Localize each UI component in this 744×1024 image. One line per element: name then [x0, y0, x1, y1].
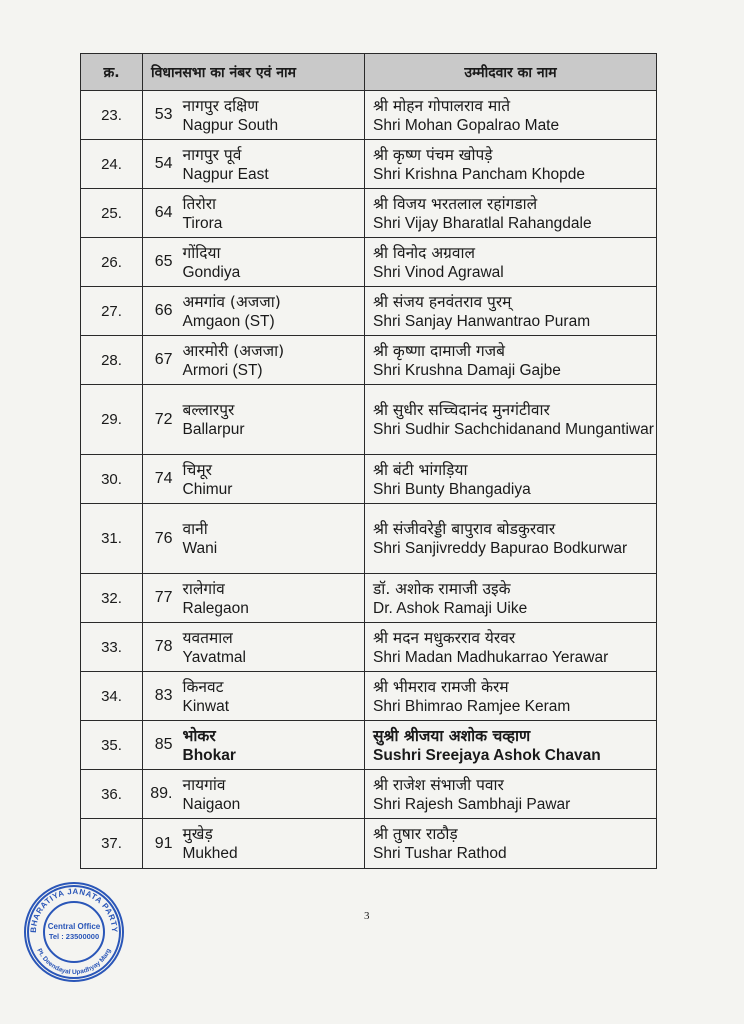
candidate-cell — [365, 385, 657, 455]
candidate-cell — [365, 623, 657, 672]
constituency-cell — [177, 672, 365, 721]
constituency-name-hindi: भोकर — [182, 726, 216, 745]
constituency-name-hindi: अमगांव (अजजा) — [182, 292, 281, 311]
constituency-cell — [177, 287, 365, 336]
constituency-number: 74 — [143, 455, 177, 504]
candidate-cell — [365, 140, 657, 189]
serial-cell: 34. — [81, 672, 143, 721]
candidate-name-hindi: श्री मोहन गोपालराव माते — [373, 96, 511, 115]
table-row — [81, 819, 657, 869]
candidate-name-english: Shri Sudhir Sachchidanand Mungantiwar — [373, 421, 654, 438]
constituency-name-hindi: तिरोरा — [182, 194, 217, 213]
serial-cell: 31. — [81, 504, 143, 574]
table-row — [81, 770, 657, 819]
constituency-number: 53 — [143, 91, 177, 140]
constituency-number: 77 — [143, 574, 177, 623]
serial-cell: 24. — [81, 140, 143, 189]
candidate-name-english: Shri Sanjay Hanwantrao Puram — [373, 312, 591, 330]
candidate-name-hindi: श्री कृष्ण पंचम खोपड़े — [373, 145, 493, 164]
candidate-name-english: Shri Bhimrao Ramjee Keram — [373, 697, 571, 715]
serial-cell: 30. — [81, 455, 143, 504]
candidate-cell — [365, 287, 657, 336]
constituency-name-hindi: वानी — [182, 520, 208, 538]
constituency-name-hindi: रालेगांव — [182, 579, 225, 598]
candidate-name-hindi: श्री बंटी भांगड़िया — [373, 460, 468, 479]
constituency-name-english: Chimur — [182, 480, 233, 498]
candidate-name-hindi: डॉ. अशोक रामाजी उइके — [373, 579, 511, 598]
constituency-cell — [177, 574, 365, 623]
candidate-cell — [365, 238, 657, 287]
constituency-name-hindi: यवतमाल — [182, 628, 233, 647]
table-row — [81, 504, 657, 574]
seal-center-line1: Central Office — [47, 922, 101, 931]
seal-center-line2: Tel : 23500000 — [48, 932, 100, 941]
candidate-name-english: Shri Rajesh Sambhaji Pawar — [373, 795, 571, 813]
candidate-name-english: Shri Mohan Gopalrao Mate — [373, 116, 560, 134]
constituency-name-english: Ralegaon — [182, 599, 249, 617]
header-candidate: उम्मीदवार का नाम — [365, 54, 657, 91]
candidate-name-hindi: श्री सुधीर सच्चिदानंद मुनगंटीवार — [373, 401, 550, 419]
constituency-cell — [177, 455, 365, 504]
candidate-name-hindi: श्री कृष्णा दामाजी गजबे — [373, 341, 506, 360]
candidate-name-english: Shri Bunty Bhangadiya — [373, 480, 531, 498]
constituency-number: 67 — [143, 336, 177, 385]
table-row — [81, 455, 657, 504]
table-row — [81, 623, 657, 672]
constituency-name-hindi: नागपुर दक्षिण — [182, 96, 259, 115]
page-number: 3 — [364, 910, 370, 922]
candidate-name-english: Shri Krushna Damaji Gajbe — [373, 361, 561, 379]
candidate-name-hindi: श्री मदन मधुकरराव येरवर — [373, 628, 516, 647]
serial-cell: 32. — [81, 574, 143, 623]
constituency-number: 91 — [143, 819, 177, 869]
constituency-name-hindi: चिमूर — [182, 460, 212, 479]
serial-cell: 26. — [81, 238, 143, 287]
constituency-name-hindi: आरमोरी (अजजा) — [182, 341, 285, 360]
serial-cell: 37. — [81, 819, 143, 869]
constituency-cell — [177, 238, 365, 287]
constituency-number: 85 — [143, 721, 177, 770]
table-row — [81, 140, 657, 189]
serial-cell: 28. — [81, 336, 143, 385]
table-header-row — [81, 54, 657, 91]
candidate-name-english: Shri Vijay Bharatlal Rahangdale — [373, 214, 592, 232]
constituency-number: 83 — [143, 672, 177, 721]
constituency-name-hindi: नागपुर पूर्व — [182, 145, 242, 164]
candidate-cell — [365, 504, 657, 574]
constituency-number: 78 — [143, 623, 177, 672]
constituency-name-english: Yavatmal — [182, 648, 246, 666]
candidate-cell — [365, 819, 657, 869]
candidate-cell — [365, 336, 657, 385]
candidate-name-english: Shri Vinod Agrawal — [373, 263, 504, 281]
serial-cell: 29. — [81, 385, 143, 455]
table-row — [81, 189, 657, 238]
table-row — [81, 574, 657, 623]
constituency-name-hindi: किनवट — [182, 677, 224, 696]
constituency-cell — [177, 721, 365, 770]
constituency-name-hindi: गोंदिया — [182, 243, 221, 262]
table-row — [81, 91, 657, 140]
constituency-name-english: Amgaon (ST) — [182, 312, 275, 330]
constituency-name-english: Wani — [182, 540, 218, 557]
candidate-cell — [365, 574, 657, 623]
table-row — [81, 336, 657, 385]
constituency-name-english: Tirora — [182, 214, 223, 232]
constituency-cell — [177, 623, 365, 672]
constituency-cell — [177, 385, 365, 455]
constituency-number: 72 — [143, 385, 177, 455]
constituency-cell — [177, 336, 365, 385]
constituency-number: 65 — [143, 238, 177, 287]
candidate-name-hindi: श्री संजीवरेड्डी बापुराव बोडकुरवार — [373, 520, 556, 538]
constituency-name-english: Gondiya — [182, 263, 241, 281]
seal-top-text: BHARATIYA JANATA PARTY — [28, 886, 120, 933]
candidate-cell — [365, 455, 657, 504]
candidate-name-hindi: सुश्री श्रीजया अशोक चव्हाण — [373, 726, 531, 745]
candidate-name-english: Sushri Sreejaya Ashok Chavan — [373, 746, 601, 764]
table-row — [81, 385, 657, 455]
constituency-name-hindi: बल्लारपुर — [182, 401, 235, 419]
candidate-name-hindi: श्री राजेश संभाजी पवार — [373, 775, 504, 794]
constituency-name-english: Nagpur East — [182, 165, 269, 183]
candidate-name-hindi: श्री विनोद अग्रवाल — [373, 243, 476, 262]
constituency-name-english: Nagpur South — [182, 116, 279, 134]
constituency-number: 66 — [143, 287, 177, 336]
constituency-name-english: Armori (ST) — [182, 361, 263, 379]
constituency-number: 76 — [143, 504, 177, 574]
constituency-cell — [177, 91, 365, 140]
header-serial: क्र. — [81, 54, 143, 91]
candidate-table — [80, 53, 657, 869]
constituency-cell — [177, 504, 365, 574]
candidate-name-hindi: श्री तुषार राठौड़ — [373, 825, 458, 843]
constituency-name-english: Mukhed — [182, 845, 238, 862]
candidate-name-hindi: श्री संजय हनवंतराव पुरम् — [373, 292, 512, 311]
constituency-name-hindi: नायगांव — [182, 775, 226, 794]
serial-cell: 23. — [81, 91, 143, 140]
candidate-name-hindi: श्री भीमराव रामजी केरम — [373, 677, 509, 696]
serial-cell: 27. — [81, 287, 143, 336]
candidate-cell — [365, 189, 657, 238]
candidate-name-english: Dr. Ashok Ramaji Uike — [373, 599, 528, 617]
constituency-cell — [177, 140, 365, 189]
serial-cell: 36. — [81, 770, 143, 819]
constituency-number: 89. — [143, 770, 177, 819]
candidate-name-english: Shri Madan Madhukarrao Yerawar — [373, 648, 609, 666]
serial-cell: 25. — [81, 189, 143, 238]
candidate-list-sheet — [80, 53, 656, 869]
constituency-cell — [177, 189, 365, 238]
candidate-name-english: Shri Tushar Rathod — [373, 845, 507, 862]
candidate-name-english: Shri Sanjivreddy Bapurao Bodkurwar — [373, 540, 628, 557]
table-row — [81, 287, 657, 336]
constituency-name-hindi: मुखेड़ — [182, 825, 213, 843]
constituency-number: 54 — [143, 140, 177, 189]
serial-cell: 33. — [81, 623, 143, 672]
constituency-name-english: Bhokar — [182, 746, 236, 764]
constituency-cell — [177, 819, 365, 869]
constituency-cell — [177, 770, 365, 819]
serial-cell: 35. — [81, 721, 143, 770]
candidate-cell — [365, 770, 657, 819]
table-row — [81, 721, 657, 770]
candidate-cell — [365, 672, 657, 721]
table-row — [81, 238, 657, 287]
table-row — [81, 672, 657, 721]
constituency-name-english: Ballarpur — [182, 421, 245, 438]
candidate-name-hindi: श्री विजय भरतलाल रहांगडाले — [373, 194, 538, 213]
constituency-number: 64 — [143, 189, 177, 238]
candidate-name-english: Shri Krishna Pancham Khopde — [373, 165, 585, 183]
candidate-cell — [365, 721, 657, 770]
constituency-name-english: Kinwat — [182, 697, 230, 715]
seal-bottom-text: Pt. Deendayal Upadhyay Marg — [35, 947, 113, 977]
header-constituency: विधानसभा का नंबर एवं नाम — [143, 54, 365, 91]
party-seal-stamp — [22, 880, 126, 984]
constituency-name-english: Naigaon — [182, 795, 241, 813]
candidate-cell — [365, 91, 657, 140]
